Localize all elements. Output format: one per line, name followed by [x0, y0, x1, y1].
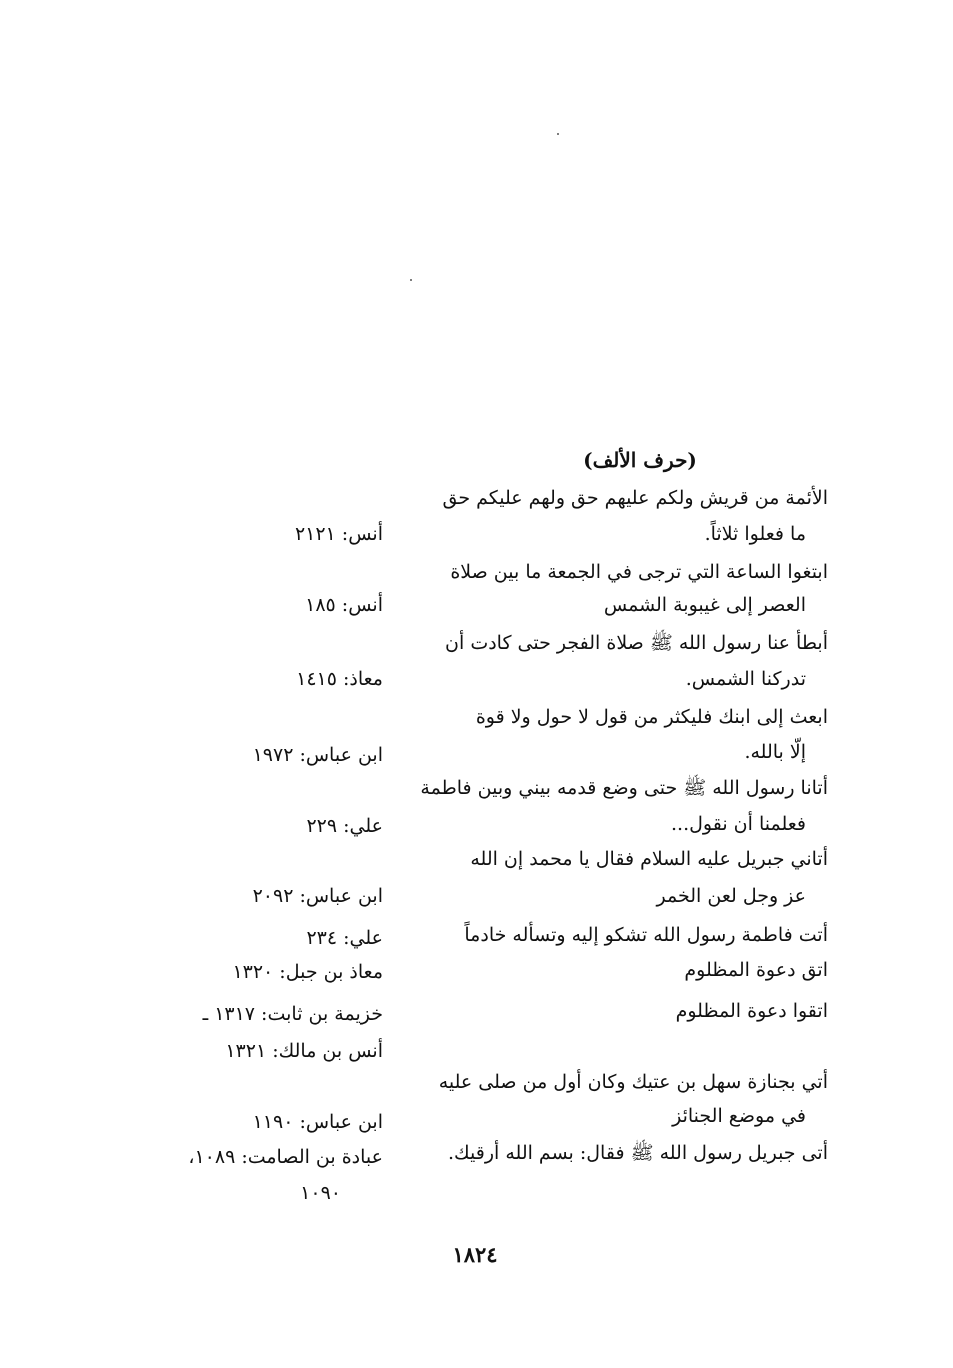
- hadith-line: العصر إلى غيبوبة الشمس: [603, 594, 806, 616]
- hadith-line: أتي بجنازة سهل بن عتيك وكان أول من صلى عليه: [438, 1071, 828, 1093]
- hadith-line: في موضع الجنائز: [672, 1105, 806, 1127]
- hadith-line: ابتغوا الساعة التي ترجى في الجمعة ما بين صلاة: [450, 561, 828, 583]
- narrator-reference: ١٠٩٠: [300, 1182, 341, 1204]
- hadith-line: تدركنا الشمس.: [685, 668, 806, 690]
- hadith-line: فعلمنا أن نقول...: [671, 813, 806, 835]
- scan-speck: [557, 133, 559, 135]
- hadith-line: إلّا بالله.: [744, 741, 806, 763]
- narrator-reference: أنس: ١٨٥: [305, 594, 383, 616]
- narrator-reference: علي: ٢٢٩: [306, 815, 383, 837]
- narrator-reference: علي: ٢٣٤: [306, 927, 383, 949]
- hadith-line: عز وجل لعن الخمر: [656, 885, 806, 907]
- narrator-reference: ابن عباس: ٢٠٩٢: [252, 885, 383, 907]
- narrator-reference: ابن عباس: ١٩٧٢: [252, 744, 383, 766]
- scan-speck: [410, 279, 412, 281]
- hadith-line: ما فعلوا ثلاثاً.: [704, 523, 806, 545]
- hadith-line: أتاني جبريل عليه السلام فقال يا محمد إن الله: [470, 848, 828, 870]
- narrator-reference: خزيمة بن ثابت: ١٣١٧ ـ: [202, 1003, 383, 1025]
- hadith-line: اتق دعوة المظلوم: [684, 959, 828, 981]
- narrator-reference: عبادة بن الصامت: ١٠٨٩،: [188, 1146, 383, 1168]
- narrator-reference: معاذ بن جبل: ١٣٢٠: [232, 961, 383, 983]
- narrator-reference: أنس: ٢١٢١: [294, 523, 383, 545]
- hadith-line: الأئمة من قريش ولكم عليهم حق ولهم عليكم حق: [442, 487, 828, 509]
- hadith-line: اتقوا دعوة المظلوم: [675, 1000, 828, 1022]
- section-title: (حرف الألف): [583, 448, 697, 472]
- hadith-line: أتى جبريل رسول الله ﷺ فقال: بسم الله أرقيك.: [447, 1142, 828, 1164]
- hadith-line: ابعث إلى ابنك فليكثر من قول لا حول ولا قوة: [475, 706, 828, 728]
- narrator-reference: معاذ: ١٤١٥: [296, 668, 383, 690]
- narrator-reference: أنس بن مالك: ١٣٢١: [225, 1040, 383, 1062]
- hadith-line: أتانا رسول الله ﷺ حتى وضع قدمه بيني وبين فاطمة: [420, 777, 828, 799]
- page-number: ١٨٢٤: [452, 1242, 498, 1267]
- narrator-reference: ابن عباس: ١١٩٠: [252, 1111, 383, 1133]
- hadith-line: أتت فاطمة رسول الله تشكو إليه وتسأله خادماً: [464, 924, 828, 946]
- hadith-line: أبطأ عنا رسول الله ﷺ صلاة الفجر حتى كادت أن: [445, 632, 828, 654]
